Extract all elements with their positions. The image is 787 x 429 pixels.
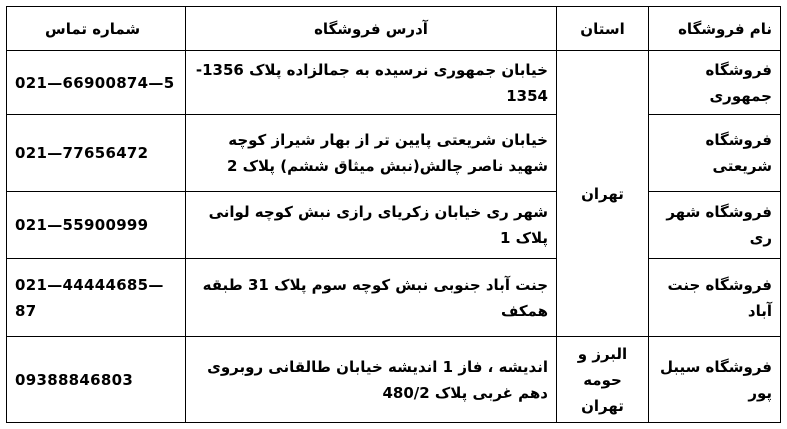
store-name: فروشگاه شهر ری [649,192,781,259]
table-row [7,114,781,192]
store-address: خیابان شریعتی پایین تر از بهار شیراز کوچه شهید ناصر چالش(نبش میثاق ششم) پلاک 2 [186,114,557,192]
store-name: فروشگاه شریعتی [649,114,781,192]
table-row [7,337,781,423]
table-row [7,51,781,114]
store-phone: 021—44444685—87 [7,259,186,337]
store-phone: 021—77656472 [7,114,186,192]
store-phone: 021—66900874—5 [7,51,186,114]
store-address: خیابان جمهوری نرسیده به جمالزاده پلاک 1356-1354 [186,51,557,114]
store-name: فروشگاه سیبل پور [649,337,781,423]
store-phone: 09388846803 [7,337,186,423]
province-cell: تهران [557,51,649,337]
header-store-name: نام فروشگاه [649,7,781,51]
header-phone: شماره تماس [7,7,186,51]
store-address: جنت آباد جنوبی نبش کوچه سوم پلاک 31 طبقه همکف [186,259,557,337]
header-address: آدرس فروشگاه [186,7,557,51]
store-address: اندیشه ، فاز 1 اندیشه خیابان طالقانی روبروی دهم غربی پلاک 480/2 [186,337,557,423]
header-province: استان [557,7,649,51]
table-row [7,259,781,337]
table-row [7,192,781,259]
store-name: فروشگاه جمهوری [649,51,781,114]
header-row [7,7,781,51]
province-cell: البرز و حومه تهران [557,337,649,423]
store-address: شهر ری خیابان زکریای رازی نبش کوچه لوانی پلاک 1 [186,192,557,259]
store-name: فروشگاه جنت آباد [649,259,781,337]
store-phone: 021—55900999 [7,192,186,259]
stores-table [6,6,781,423]
